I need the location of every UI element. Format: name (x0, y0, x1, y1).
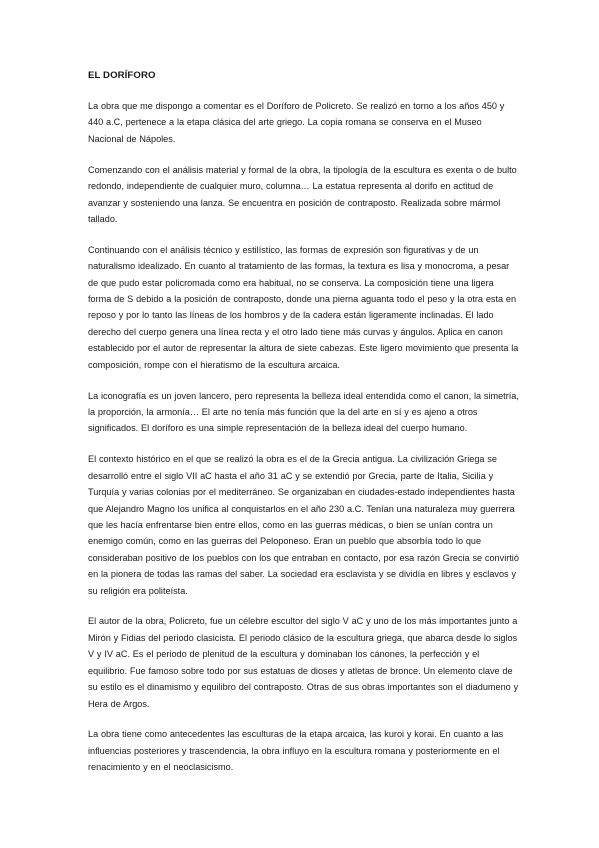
paragraph-author: El autor de la obra, Policreto, fue un célebre escultor del siglo V aC y uno de los más importantes junto a Mirón y Fidias del periodo clasicista. El periodo clásico de la escultura griega, que abarca desde lo siglos V y IV aC. Es el periodo de plenitud de la escultura y dominaban los cánones, la perfección y el equilibrio. Fue famoso sobre todo por sus estatuas de dioses y atletas de bronce. Un elemento clave de su estilo es el dinamismo y equilibro del contraposto. Otras de sus obras importantes son el diadumeno y Hera de Argos. (88, 616, 519, 709)
paragraph-formal-analysis: Comenzando con el análisis material y formal de la obra, la tipología de la escultura es exenta o de bulto redondo, independiente de cualquier muro, columna… La estatua representa al dorifo en actitud de avanzar y sosteniendo una lanza. Se encuentra en posición de contraposto. Realizada sobre mármol tallado. (88, 164, 517, 224)
paragraph-historical-context: El contexto histórico en el que se realizó la obra es el de la Grecia antigua. La civilización Griega se desarrolló entre el siglo VII aC hasta el año 31 aC y se extendió por Grecia, parte de Italia, Sicilia y Turquía y varias colonias por el mediterráneo. Se organizaban en ciudades-estado independientes hasta que Alejandro Magno los unifica al conquistarlos en el año 230 a.C. Tenían una naturaleza muy guerrera que les hacía enfrentarse bien entre ellos, como en las guerras médicas, o bien se unían contra un enemigo común, como en las guerras del Peloponeso. Eran un pueblo que absorbía todo lo que consideraban positivo de los pueblos con los que entraban en contacto, por esa razón Grecia se convirtió en la pionera de todas las ramas del saber. La sociedad era esclavista y se dividía en libres y esclavos y su religión era politeísta. (88, 454, 519, 596)
paragraph-introduction: La obra que me dispongo a comentar es el Doríforo de Policreto. Se realizó en torno a los años 450 y 440 a.C, pertenece a la etapa clásica del arte griego. La copia romana se conserva en el Museo Nacional de Nápoles. (88, 101, 505, 144)
document-title: EL DORÍFORO (88, 70, 156, 81)
paragraph-technical-analysis: Continuando con el análisis técnico y estilístico, las formas de expresión son figurativas y de un naturalismo idealizado. En cuanto al tratamiento de las formas, la textura es lisa y monocroma, a pesar de que pudo estar policromada como era habitual, no se conserva. La composición tiene una ligera forma de S debido a la posición de contraposto, donde una pierna aguanta todo el peso y la otra esta en reposo y por lo tanto las líneas de los hombros y de la cadera están ligeramente inclinadas. El lado derecho del cuerpo genera una línea recta y el otro lado tiene más curvas y ángulos. Aplica en canon establecido por el autor de representar la altura de siete cabezas. Este ligero movimiento que presenta la composición, rompe con el hieratismo de la escultura arcaica. (88, 244, 519, 370)
paragraph-influences: La obra tiene como antecedentes las esculturas de la etapa arcaica, las kuroi y korai. En cuanto a las influencias posteriores y trascendencia, la obra influyo en la escultura romana y posteriormente en el renacimiento y en el neoclasicismo. (88, 729, 504, 773)
paragraph-iconography: La iconografía es un joven lancero, pero representa la belleza ideal entendida como el canon, la simetría, la proporción, la armonía… El arte no tenía más función que la del arte en sí y es ajeno a otros significados. El doríforo es una simple representación de la belleza ideal del cuerpo humano. (88, 390, 519, 434)
